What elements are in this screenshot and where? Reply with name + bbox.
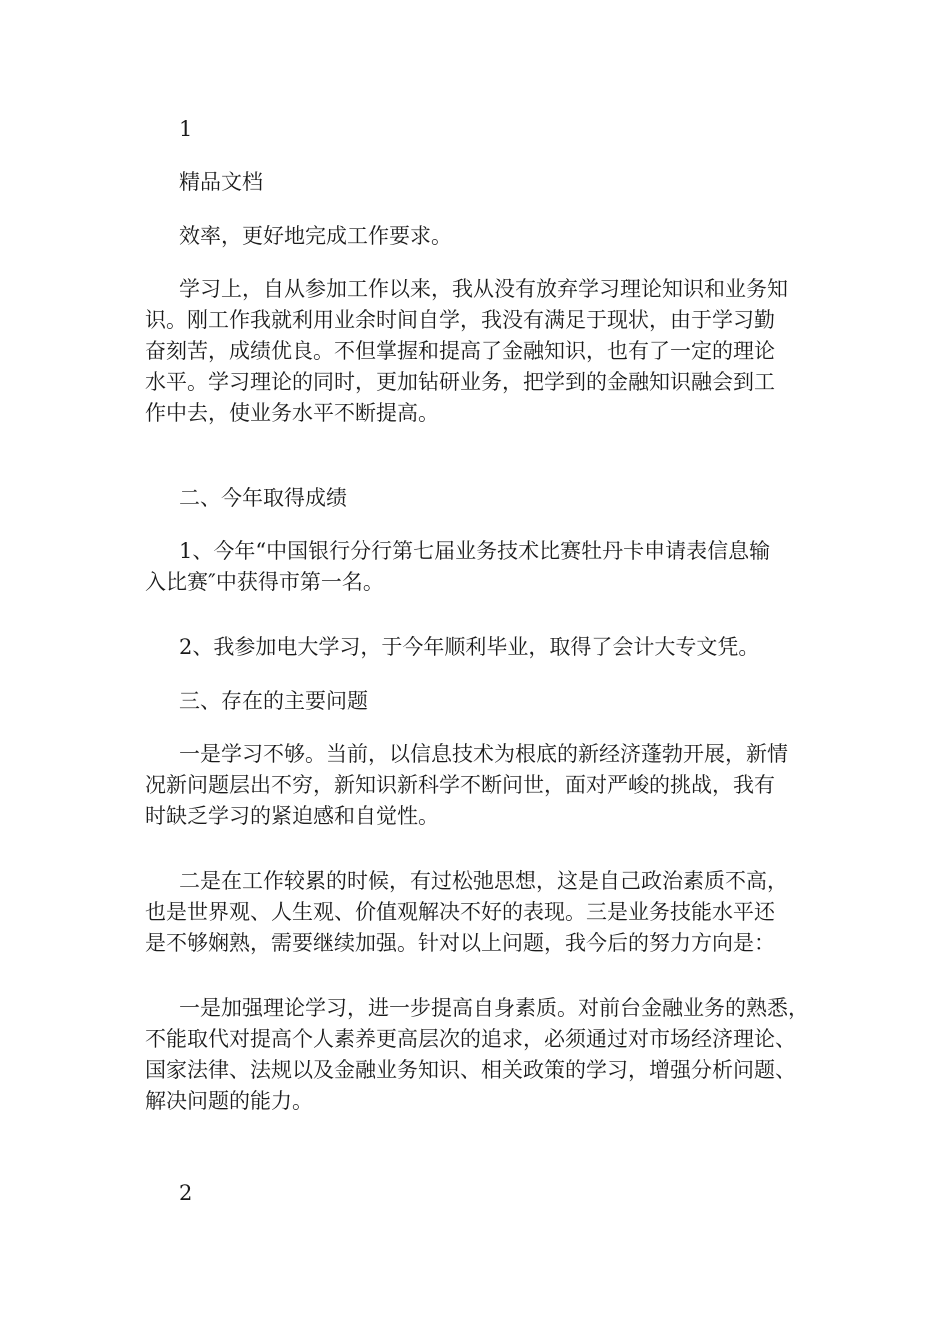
paragraph-line: 水平。学习理论的同时，更加钻研业务，把学到的金融知识融会到工: [145, 370, 775, 394]
section-heading: [0, 483, 950, 514]
paragraph: [0, 739, 950, 832]
paragraph-line: 二是在工作较累的时候，有过松弛思想，这是自己政治素质不高，: [179, 869, 788, 893]
paragraph-line: 奋刻苦，成绩优良。不但掌握和提高了金融知识，也有了一定的理论: [145, 339, 775, 363]
paragraph-line: 不能取代对提高个人素养更高层次的追求，必须通过对市场经济理论、: [145, 1027, 796, 1051]
paragraph-line: 国家法律、法规以及金融业务知识、相关政策的学习，增强分析问题、: [145, 1058, 796, 1082]
paragraph: [0, 866, 950, 959]
paragraph-line: 二、今年取得成绩: [179, 486, 347, 510]
paragraph-line: 解决问题的能力。: [145, 1089, 313, 1113]
paragraph-line: 入比赛″中获得市第一名。: [145, 570, 384, 594]
page-number-top: 1: [179, 117, 193, 141]
paragraph-line: 2、我参加电大学习，于今年顺利毕业，取得了会计大专文凭。: [179, 635, 760, 659]
paragraph-line: 学习上，自从参加工作以来，我从没有放弃学习理论知识和业务知: [179, 277, 788, 301]
paragraph-line: 是不够娴熟，需要继续加强。针对以上问题，我今后的努力方向是：: [145, 931, 775, 955]
section-heading: [0, 686, 950, 717]
paragraph: [0, 274, 950, 429]
paragraph-line: 效率，更好地完成工作要求。: [179, 224, 452, 248]
paragraph-line: 作中去，使业务水平不断提高。: [145, 401, 439, 425]
paragraph: [0, 632, 950, 663]
paragraph-line: 三、存在的主要问题: [179, 689, 368, 713]
paragraph-line: 况新问题层出不穷，新知识新科学不断问世，面对严峻的挑战，我有: [145, 773, 775, 797]
document-header: 精品文档: [179, 170, 263, 194]
paragraph-line: 识。刚工作我就利用业余时间自学，我没有满足于现状，由于学习勤: [145, 308, 775, 332]
paragraph-line: 也是世界观、人生观、价值观解决不好的表现。三是业务技能水平还: [145, 900, 775, 924]
paragraph-line: 时缺乏学习的紧迫感和自觉性。: [145, 804, 439, 828]
paragraph: [0, 221, 950, 252]
paragraph: [0, 993, 950, 1117]
paragraph-line: 一是学习不够。当前，以信息技术为根底的新经济蓬勃开展，新情: [179, 742, 788, 766]
page-number-bottom: 2: [179, 1181, 193, 1205]
paragraph-line: 一是加强理论学习，进一步提高自身素质。对前台金融业务的熟悉，: [179, 996, 809, 1020]
paragraph: [0, 536, 950, 598]
paragraph-line: 1、今年“中国银行分行第七届业务技术比赛牡丹卡申请表信息输: [179, 539, 771, 563]
